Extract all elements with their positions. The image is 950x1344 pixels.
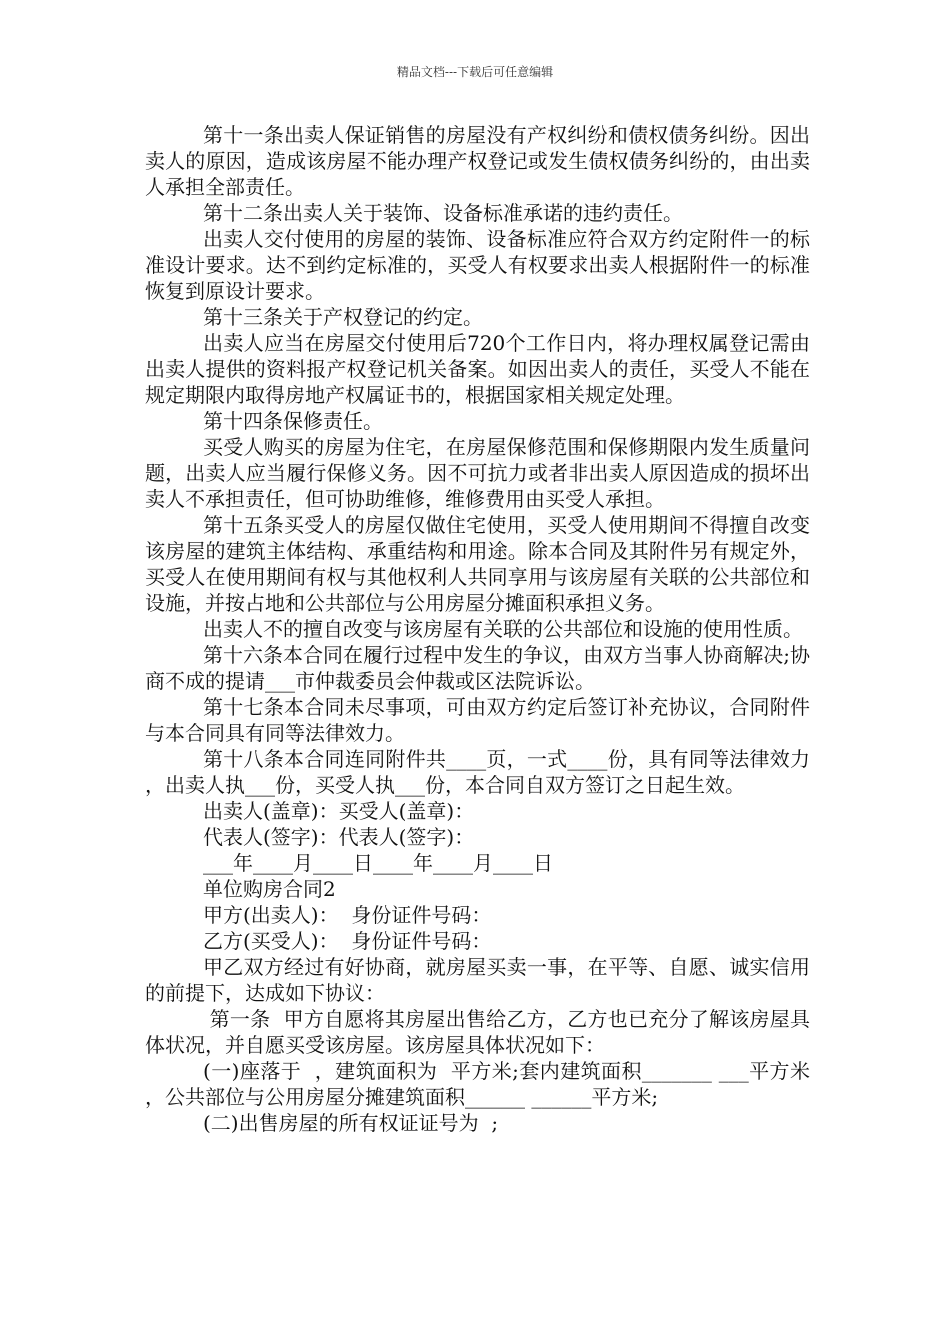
paragraph-article-17: 第十七条本合同未尽事项，可由双方约定后签订补充协议，合同附件与本合同具有同等法律效力。 — [145, 695, 810, 745]
paragraph-article-18: 第十八条本合同连同附件共____页，一式____份，具有同等法律效力，出卖人执___份，买受人执___份，本合同自双方签订之日起生效。 — [145, 747, 810, 797]
paragraph-article-14-body: 买受人购买的房屋为住宅，在房屋保修范围和保修期限内发生质量问题，出卖人应当履行保修义务。因不可抗力或者非出卖人原因造成的损坏出卖人不承担责任，但可协助维修，维修费用由买受人承担。 — [145, 435, 810, 511]
contract-2-title: 单位购房合同2 — [203, 877, 336, 901]
signature-seal-line: 出卖人(盖章)：买受人(盖章)： — [203, 799, 475, 823]
page-header: 精品文档---下载后可任意编辑 — [396, 65, 554, 79]
paragraph-item-2: (二)出售房屋的所有权证证号为 ; — [203, 1111, 499, 1135]
paragraph-article-11: 第十一条出卖人保证销售的房屋没有产权纠纷和债权债务纠纷。因出卖人的原因，造成该房屋不能办理产权登记或发生债权债务纠纷的，由出卖人承担全部责任。 — [145, 123, 810, 199]
paragraph-article-14-title: 第十四条保修责任。 — [203, 409, 383, 433]
paragraph-article-12-title: 第十二条出卖人关于装饰、设备标准承诺的违约责任。 — [203, 201, 683, 225]
signature-representative-line: 代表人(签字)：代表人(签字)： — [203, 825, 475, 849]
document-body — [145, 122, 810, 1136]
paragraph-article-16: 第十六条本合同在履行过程中发生的争议，由双方当事人协商解决;协商不成的提请___市仲裁委员会仲裁或区法院诉讼。 — [145, 643, 810, 693]
paragraph-item-1: (一)座落于 ，建筑面积为 平方米;套内建筑面积_______ ___平方米，公共部位与公用房屋分摊建筑面积______ ______平方米; — [145, 1059, 810, 1109]
paragraph-article-15: 第十五条买受人的房屋仅做住宅使用，买受人使用期间不得擅自改变该房屋的建筑主体结构、承重结构和用途。除本合同及其附件另有规定外，买受人在使用期间有权与其他权利人共同享用与该房屋有关联的公共部位和设施，并按占地和公共部位与公用房屋分摊面积承担义务。 — [145, 513, 810, 615]
signature-date-line: ___年____月____日____年____月____日 — [203, 851, 553, 875]
paragraph-article-12-body: 出卖人交付使用的房屋的装饰、设备标准应符合双方约定附件一的标准设计要求。达不到约定标准的，买受人有权要求出卖人根据附件一的标准恢复到原设计要求。 — [145, 227, 810, 303]
party-a-line: 甲方(出卖人)： 身份证件号码： — [203, 903, 492, 927]
agreement-intro: 甲乙双方经过有好协商，就房屋买卖一事，在平等、自愿、诚实信用的前提下，达成如下协议： — [145, 955, 810, 1005]
paragraph-article-15-seller: 出卖人不的擅自改变与该房屋有关联的公共部位和设施的使用性质。 — [203, 617, 803, 641]
paragraph-article-13-title: 第十三条关于产权登记的约定。 — [203, 305, 483, 329]
paragraph-article-1: 第一条 甲方自愿将其房屋出售给乙方，乙方也已充分了解该房屋具体状况，并自愿买受该房屋。该房屋具体状况如下： — [145, 1007, 811, 1057]
party-b-line: 乙方(买受人)： 身份证件号码： — [203, 929, 492, 953]
paragraph-article-13-body: 出卖人应当在房屋交付使用后720个工作日内，将办理权属登记需由出卖人提供的资料报产权登记机关备案。如因出卖人的责任，买受人不能在规定期限内取得房地产权属证书的，根据国家相关规定处理。 — [145, 331, 810, 407]
